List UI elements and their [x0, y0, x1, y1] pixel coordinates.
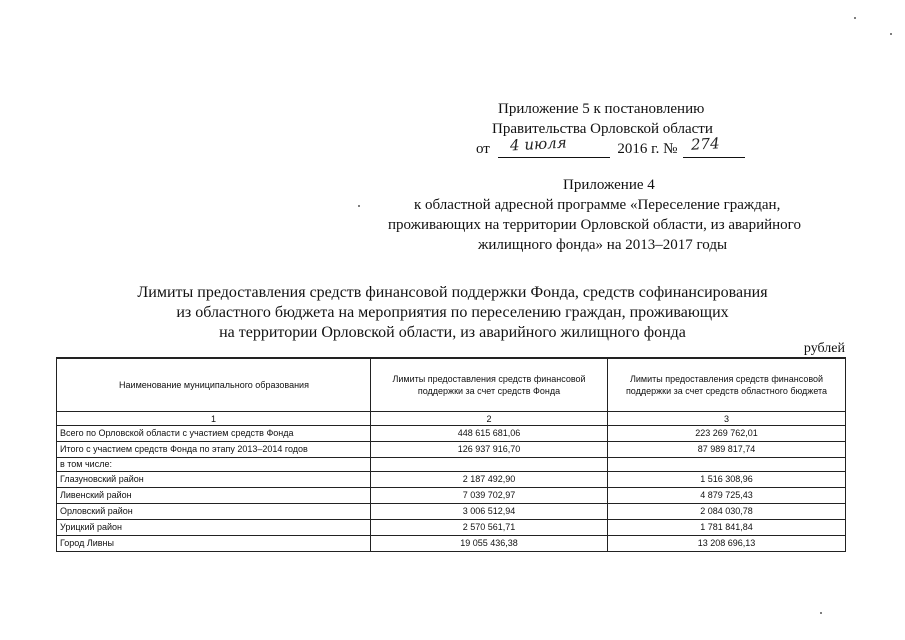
date-field: [498, 133, 610, 158]
row-fund-value: 3 006 512,94: [371, 504, 608, 520]
table-row: [57, 458, 846, 472]
row-fund-value: 2 570 561,71: [371, 520, 608, 536]
document-title-line1: Лимиты предоставления средств финансовой поддержки Фонда, средств софинансирования: [137, 284, 768, 301]
year-number-label: 2016 г. №: [617, 141, 678, 157]
table-row: [57, 504, 846, 520]
scan-speck: [890, 33, 892, 35]
row-name: Глазуновский район: [57, 472, 371, 488]
appendix5-line1: Приложение 5 к постановлению: [498, 101, 705, 117]
row-regional-value: 1 781 841,84: [608, 520, 846, 536]
header-municipality: Наименование муниципального образования: [57, 358, 371, 412]
row-name: Ливенский район: [57, 488, 371, 504]
scan-speck: [358, 205, 360, 207]
column-number: 2: [371, 412, 608, 426]
row-fund-value: 19 055 436,38: [371, 536, 608, 552]
table-row: [57, 536, 846, 552]
scan-speck: [820, 612, 822, 614]
resolution-date-line: [476, 133, 745, 158]
row-fund-value: 448 615 681,06: [371, 426, 608, 442]
row-regional-value: 1 516 308,96: [608, 472, 846, 488]
table-row: [57, 426, 846, 442]
row-name: Итого с участием средств Фонда по этапу 2013–2014 годов: [57, 442, 371, 458]
row-name: Орловский район: [57, 504, 371, 520]
row-name: Урицкий район: [57, 520, 371, 536]
currency-unit: рублей: [803, 341, 845, 356]
column-number: 1: [57, 412, 371, 426]
row-regional-value: 223 269 762,01: [608, 426, 846, 442]
row-regional-value: 4 879 725,43: [608, 488, 846, 504]
limits-table: [56, 357, 846, 552]
handwritten-number: 274: [690, 134, 721, 154]
header-regional-limits: Лимиты предоставления средств финансовой поддержки за счет средств областного бюджета: [608, 358, 846, 412]
appendix4-line3: проживающих на территории Орловской области, из аварийного: [388, 217, 801, 233]
table-row: [57, 472, 846, 488]
scan-speck: [854, 17, 856, 19]
column-number: 3: [608, 412, 846, 426]
column-numbers-row: [57, 412, 846, 426]
row-regional-value: 13 208 696,13: [608, 536, 846, 552]
number-field: [683, 134, 745, 158]
document-title-line2: из областного бюджета на мероприятия по переселению граждан, проживающих: [176, 304, 729, 321]
row-regional-value: 87 989 817,74: [608, 442, 846, 458]
appendix4-line1: Приложение 4: [563, 177, 655, 193]
row-fund-value: 126 937 916,70: [371, 442, 608, 458]
table-row: [57, 442, 846, 458]
date-prefix: от: [476, 141, 490, 157]
row-fund-value: [371, 458, 608, 472]
handwritten-date: 4 июля: [509, 133, 567, 155]
row-fund-value: 7 039 702,97: [371, 488, 608, 504]
appendix5-line2: Правительства Орловской области: [492, 121, 713, 137]
row-fund-value: 2 187 492,90: [371, 472, 608, 488]
row-name: в том числе:: [57, 458, 371, 472]
header-fund-limits: Лимиты предоставления средств финансовой поддержки за счет средств Фонда: [371, 358, 608, 412]
table-row: [57, 520, 846, 536]
appendix4-line2: к областной адресной программе «Переселение граждан,: [414, 197, 781, 213]
row-name: Город Ливны: [57, 536, 371, 552]
appendix4-line4: жилищного фонда» на 2013–2017 годы: [478, 237, 728, 253]
row-name: Всего по Орловской области с участием средств Фонда: [57, 426, 371, 442]
table-header-row: [57, 358, 846, 412]
row-regional-value: 2 084 030,78: [608, 504, 846, 520]
document-title-line3: на территории Орловской области, из аварийного жилищного фонда: [219, 324, 686, 341]
table-row: [57, 488, 846, 504]
row-regional-value: [608, 458, 846, 472]
